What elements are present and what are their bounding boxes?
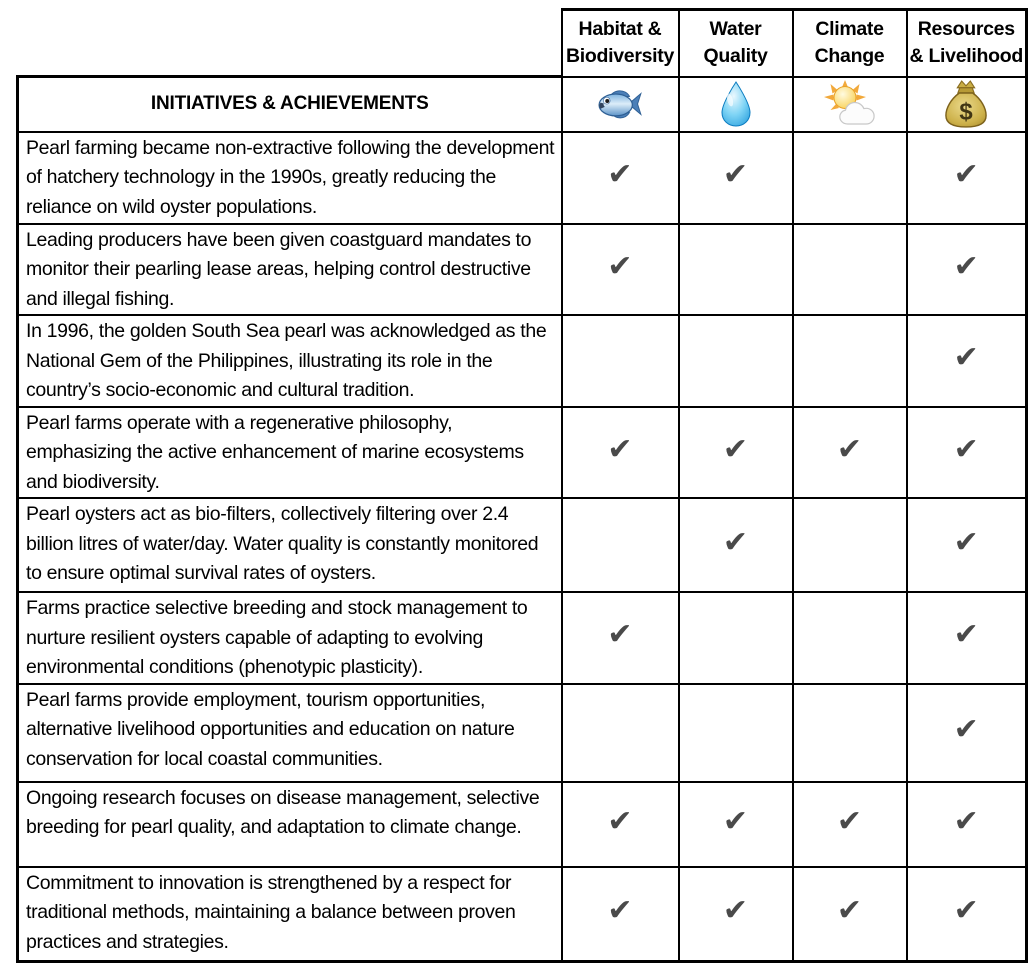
check-climate: [793, 224, 907, 316]
check-climate: ✔: [793, 867, 907, 962]
column-title-line: Habitat &: [578, 18, 662, 41]
check-water: [679, 592, 793, 684]
table-row: [18, 132, 1027, 224]
table-row: [18, 684, 1027, 782]
check-habitat: [562, 498, 679, 592]
check-habitat: [562, 315, 679, 407]
initiative-text: Leading producers have been given coastguard mandates to monitor their pearling lease areas, helping control destructive and illegal fishing.: [18, 224, 562, 316]
fish-icon: [597, 85, 643, 123]
check-climate: [793, 684, 907, 782]
check-climate: ✔: [793, 407, 907, 499]
table-row: [18, 592, 1027, 684]
check-habitat: ✔: [562, 407, 679, 499]
check-water: ✔: [679, 132, 793, 224]
column-title-line: Biodiversity: [565, 45, 675, 68]
check-climate: [793, 132, 907, 224]
initiative-text: In 1996, the golden South Sea pearl was acknowledged as the National Gem of the Philippines, illustrating its role in the country’s socio-economic and cultural tradition.: [18, 315, 562, 407]
icons-row: [18, 77, 1027, 132]
check-resources: ✔: [907, 315, 1027, 407]
column-title-line: Resources: [917, 18, 1015, 41]
check-resources: ✔: [907, 498, 1027, 592]
check-water: ✔: [679, 407, 793, 499]
column-title-line: Water: [709, 18, 762, 41]
column-titles-row: [18, 10, 1027, 77]
money-bag-icon: [944, 80, 988, 128]
initiative-text: Pearl farming became non-extractive following the development of hatchery technology in the 1990s, greatly reducing the reliance on wild oyster populations.: [18, 132, 562, 224]
table-row: [18, 782, 1027, 867]
table-row: [18, 867, 1027, 962]
check-habitat: ✔: [562, 867, 679, 962]
check-habitat: ✔: [562, 782, 679, 867]
check-water: [679, 684, 793, 782]
icon-cell-habitat: [562, 77, 679, 132]
check-climate: [793, 315, 907, 407]
initiative-text: Pearl farms provide employment, tourism opportunities, alternative livelihood opportunities and education on nature conservation for local coastal communities.: [18, 684, 562, 782]
column-title-line: Quality: [703, 45, 768, 68]
check-water: ✔: [679, 498, 793, 592]
check-habitat: ✔: [562, 224, 679, 316]
initiative-text: Commitment to innovation is strengthened by a respect for traditional methods, maintaining a balance between proven practices and strategies.: [18, 867, 562, 962]
column-header-resources-livelihood: [907, 10, 1027, 77]
initiatives-achievements-header: INITIATIVES & ACHIEVEMENTS: [18, 77, 562, 132]
column-title-line: & Livelihood: [909, 45, 1023, 68]
initiative-text: Pearl oysters act as bio-filters, collectively filtering over 2.4 billion litres of water/day. Water quality is constantly monitored to ensure optimal survival rates of oysters.: [18, 498, 562, 592]
check-water: ✔: [679, 782, 793, 867]
check-habitat: ✔: [562, 132, 679, 224]
column-header-water-quality: [679, 10, 793, 77]
column-title-line: Climate: [815, 18, 884, 41]
check-water: ✔: [679, 867, 793, 962]
initiative-text: Farms practice selective breeding and stock management to nurture resilient oysters capable of adapting to evolving environmental conditions (phenotypic plasticity).: [18, 592, 562, 684]
droplet-icon: [719, 81, 753, 127]
sun-behind-cloud-icon: [823, 79, 877, 129]
check-resources: ✔: [907, 782, 1027, 867]
check-water: [679, 315, 793, 407]
initiative-text: Pearl farms operate with a regenerative philosophy, emphasizing the active enhancement of marine ecosystems and biodiversity.: [18, 407, 562, 499]
column-header-climate-change: [793, 10, 907, 77]
initiatives-table: [16, 8, 1028, 963]
column-title-line: Change: [814, 45, 885, 68]
check-water: [679, 224, 793, 316]
check-climate: [793, 498, 907, 592]
initiative-text: Ongoing research focuses on disease management, selective breeding for pearl quality, and adaptation to climate change.: [18, 782, 562, 867]
check-resources: ✔: [907, 867, 1027, 962]
column-header-habitat-biodiversity: [562, 10, 679, 77]
check-resources: ✔: [907, 592, 1027, 684]
corner-spacer: [18, 10, 562, 77]
icon-cell-resources: [907, 77, 1027, 132]
table-row: [18, 498, 1027, 592]
svg-text:$: $: [959, 98, 973, 126]
check-climate: ✔: [793, 782, 907, 867]
check-resources: ✔: [907, 684, 1027, 782]
check-resources: ✔: [907, 132, 1027, 224]
check-resources: ✔: [907, 224, 1027, 316]
table-row: [18, 407, 1027, 499]
check-resources: ✔: [907, 407, 1027, 499]
table-row: [18, 315, 1027, 407]
icon-cell-climate: [793, 77, 907, 132]
check-climate: [793, 592, 907, 684]
icon-cell-water: [679, 77, 793, 132]
check-habitat: [562, 684, 679, 782]
table-row: [18, 224, 1027, 316]
check-habitat: ✔: [562, 592, 679, 684]
